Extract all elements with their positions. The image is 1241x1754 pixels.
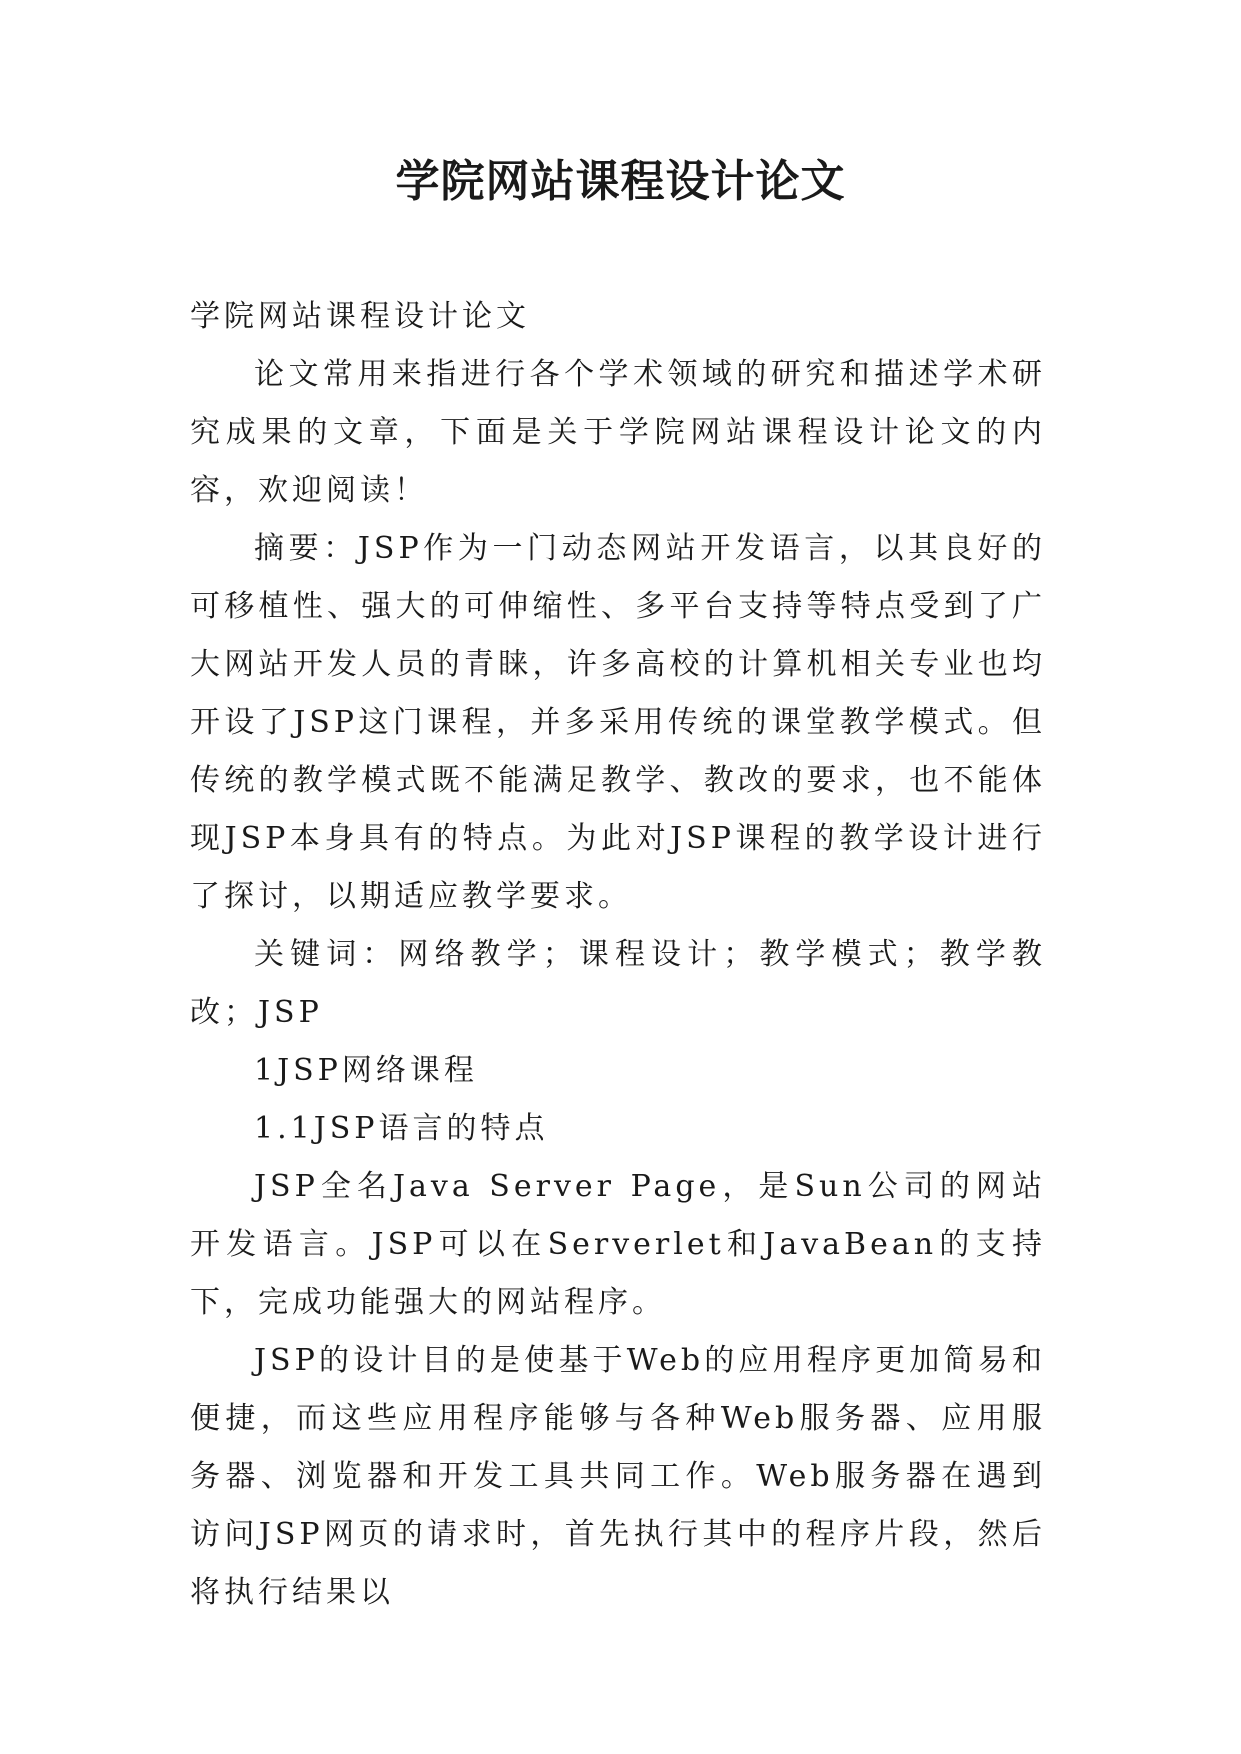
section-heading: 1JSP网络课程 [254,1053,478,1088]
document-body [190,288,1046,1622]
subsection-heading: 1.1JSP语言的特点 [254,1111,549,1146]
keywords-paragraph: 关键词：网络教学；课程设计；教学模式；教学教改；JSP [190,937,1046,1030]
body-paragraph: JSP全名Java Server Page，是Sun公司的网站开发语言。JSP可以在Serverlet和JavaBean的支持下，完成功能强大的网站程序。 [190,1169,1046,1320]
intro-paragraph: 论文常用来指进行各个学术领域的研究和描述学术研究成果的文章，下面是关于学院网站课程设计论文的内容，欢迎阅读！ [190,357,1046,508]
body-paragraph: JSP的设计目的是使基于Web的应用程序更加简易和便捷，而这些应用程序能够与各种Web服务器、应用服务器、浏览器和开发工具共同工作。Web服务器在遇到访问JSP网页的请求时，首先执行其中的程序片段，然后将执行结果以 [190,1343,1046,1610]
document-title: 学院网站课程设计论文 [395,156,846,207]
abstract-paragraph: 摘要：JSP作为一门动态网站开发语言，以其良好的可移植性、强大的可伸缩性、多平台支持等特点受到了广大网站开发人员的青睐，许多高校的计算机相关专业也均开设了JSP这门课程，并多采用传统的课堂教学模式。但传统的教学模式既不能满足教学、教改的要求，也不能体现JSP本身具有的特点。为此对JSP课程的教学设计进行了探讨，以期适应教学要求。 [190,531,1046,914]
subtitle-line: 学院网站课程设计论文 [190,299,530,334]
